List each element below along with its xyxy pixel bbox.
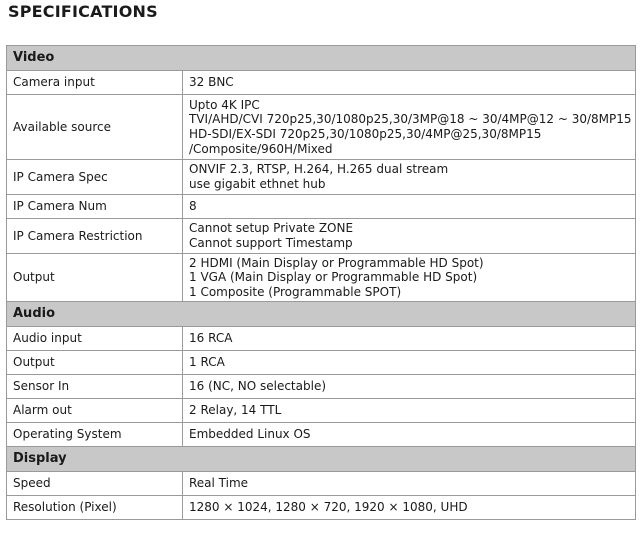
spec-value-line: 32 BNC (189, 75, 234, 90)
table-row (7, 95, 636, 160)
spec-value (183, 351, 636, 375)
spec-value-line: Cannot setup Private ZONE (189, 221, 354, 236)
table-row (7, 351, 636, 375)
spec-value-line: 1 RCA (189, 355, 225, 370)
table-row (7, 160, 636, 195)
spec-value-line: 1280 × 1024, 1280 × 720, 1920 × 1080, UHD (189, 500, 468, 515)
table-row (7, 472, 636, 496)
table-row (7, 71, 636, 95)
spec-value-line: /Composite/960H/Mixed (189, 141, 333, 156)
spec-value (183, 219, 636, 254)
table-row (7, 399, 636, 423)
section-title: Audio (7, 302, 636, 327)
spec-label: IP Camera Spec (7, 160, 183, 195)
spec-value-line: 8 (189, 199, 197, 214)
spec-value (183, 327, 636, 351)
table-row (7, 195, 636, 219)
table-row (7, 254, 636, 302)
spec-value (183, 423, 636, 447)
spec-value (183, 195, 636, 219)
spec-label: Operating System (7, 423, 183, 447)
spec-value-line: 2 Relay, 14 TTL (189, 403, 282, 418)
spec-value-line: 16 (NC, NO selectable) (189, 379, 327, 394)
spec-value (183, 71, 636, 95)
spec-value-line: 2 HDMI (Main Display or Programmable HD Spot) (189, 255, 484, 270)
spec-label: Resolution (Pixel) (7, 496, 183, 520)
spec-value-line: 1 Composite (Programmable SPOT) (189, 284, 402, 299)
spec-value (183, 399, 636, 423)
spec-label: IP Camera Num (7, 195, 183, 219)
section-title: Video (7, 46, 636, 71)
spec-value-line: Cannot support Timestamp (189, 236, 353, 250)
section-title: Display (7, 447, 636, 472)
spec-value-line: TVI/AHD/CVI 720p25,30/1080p25,30/3MP@18 ~ 30/4MP@12 ~ 30/8MP15 (189, 112, 632, 127)
spec-value-line: 16 RCA (189, 331, 233, 346)
spec-value (183, 254, 636, 302)
section-header-display (7, 447, 636, 472)
spec-value (183, 160, 636, 195)
spec-label: Output (7, 254, 183, 302)
spec-value (183, 95, 636, 160)
page-title: SPECIFICATIONS (8, 2, 158, 21)
spec-label: Speed (7, 472, 183, 496)
table-row (7, 375, 636, 399)
spec-label: Audio input (7, 327, 183, 351)
spec-label: Camera input (7, 71, 183, 95)
spec-label: Sensor In (7, 375, 183, 399)
spec-label: Available source (7, 95, 183, 160)
table-row (7, 327, 636, 351)
spec-label: IP Camera Restriction (7, 219, 183, 254)
spec-value-line: ONVIF 2.3, RTSP, H.264, H.265 dual stream (189, 162, 449, 177)
spec-value (183, 472, 636, 496)
spec-value (183, 496, 636, 520)
spec-label: Output (7, 351, 183, 375)
specifications-table (6, 45, 636, 520)
spec-value-line: use gigabit ethnet hub (189, 177, 326, 191)
spec-value-line: Upto 4K IPC (189, 97, 260, 112)
spec-value-line: 1 VGA (Main Display or Programmable HD Spot) (189, 270, 478, 285)
section-header-video (7, 46, 636, 71)
spec-value-line: HD-SDI/EX-SDI 720p25,30/1080p25,30/4MP@25,30/8MP15 (189, 127, 542, 141)
spec-value (183, 375, 636, 399)
table-row (7, 219, 636, 254)
table-row (7, 496, 636, 520)
spec-value-line: Real Time (189, 476, 249, 491)
spec-value-line: Embedded Linux OS (189, 427, 311, 442)
table-row (7, 423, 636, 447)
section-header-audio (7, 302, 636, 327)
spec-label: Alarm out (7, 399, 183, 423)
